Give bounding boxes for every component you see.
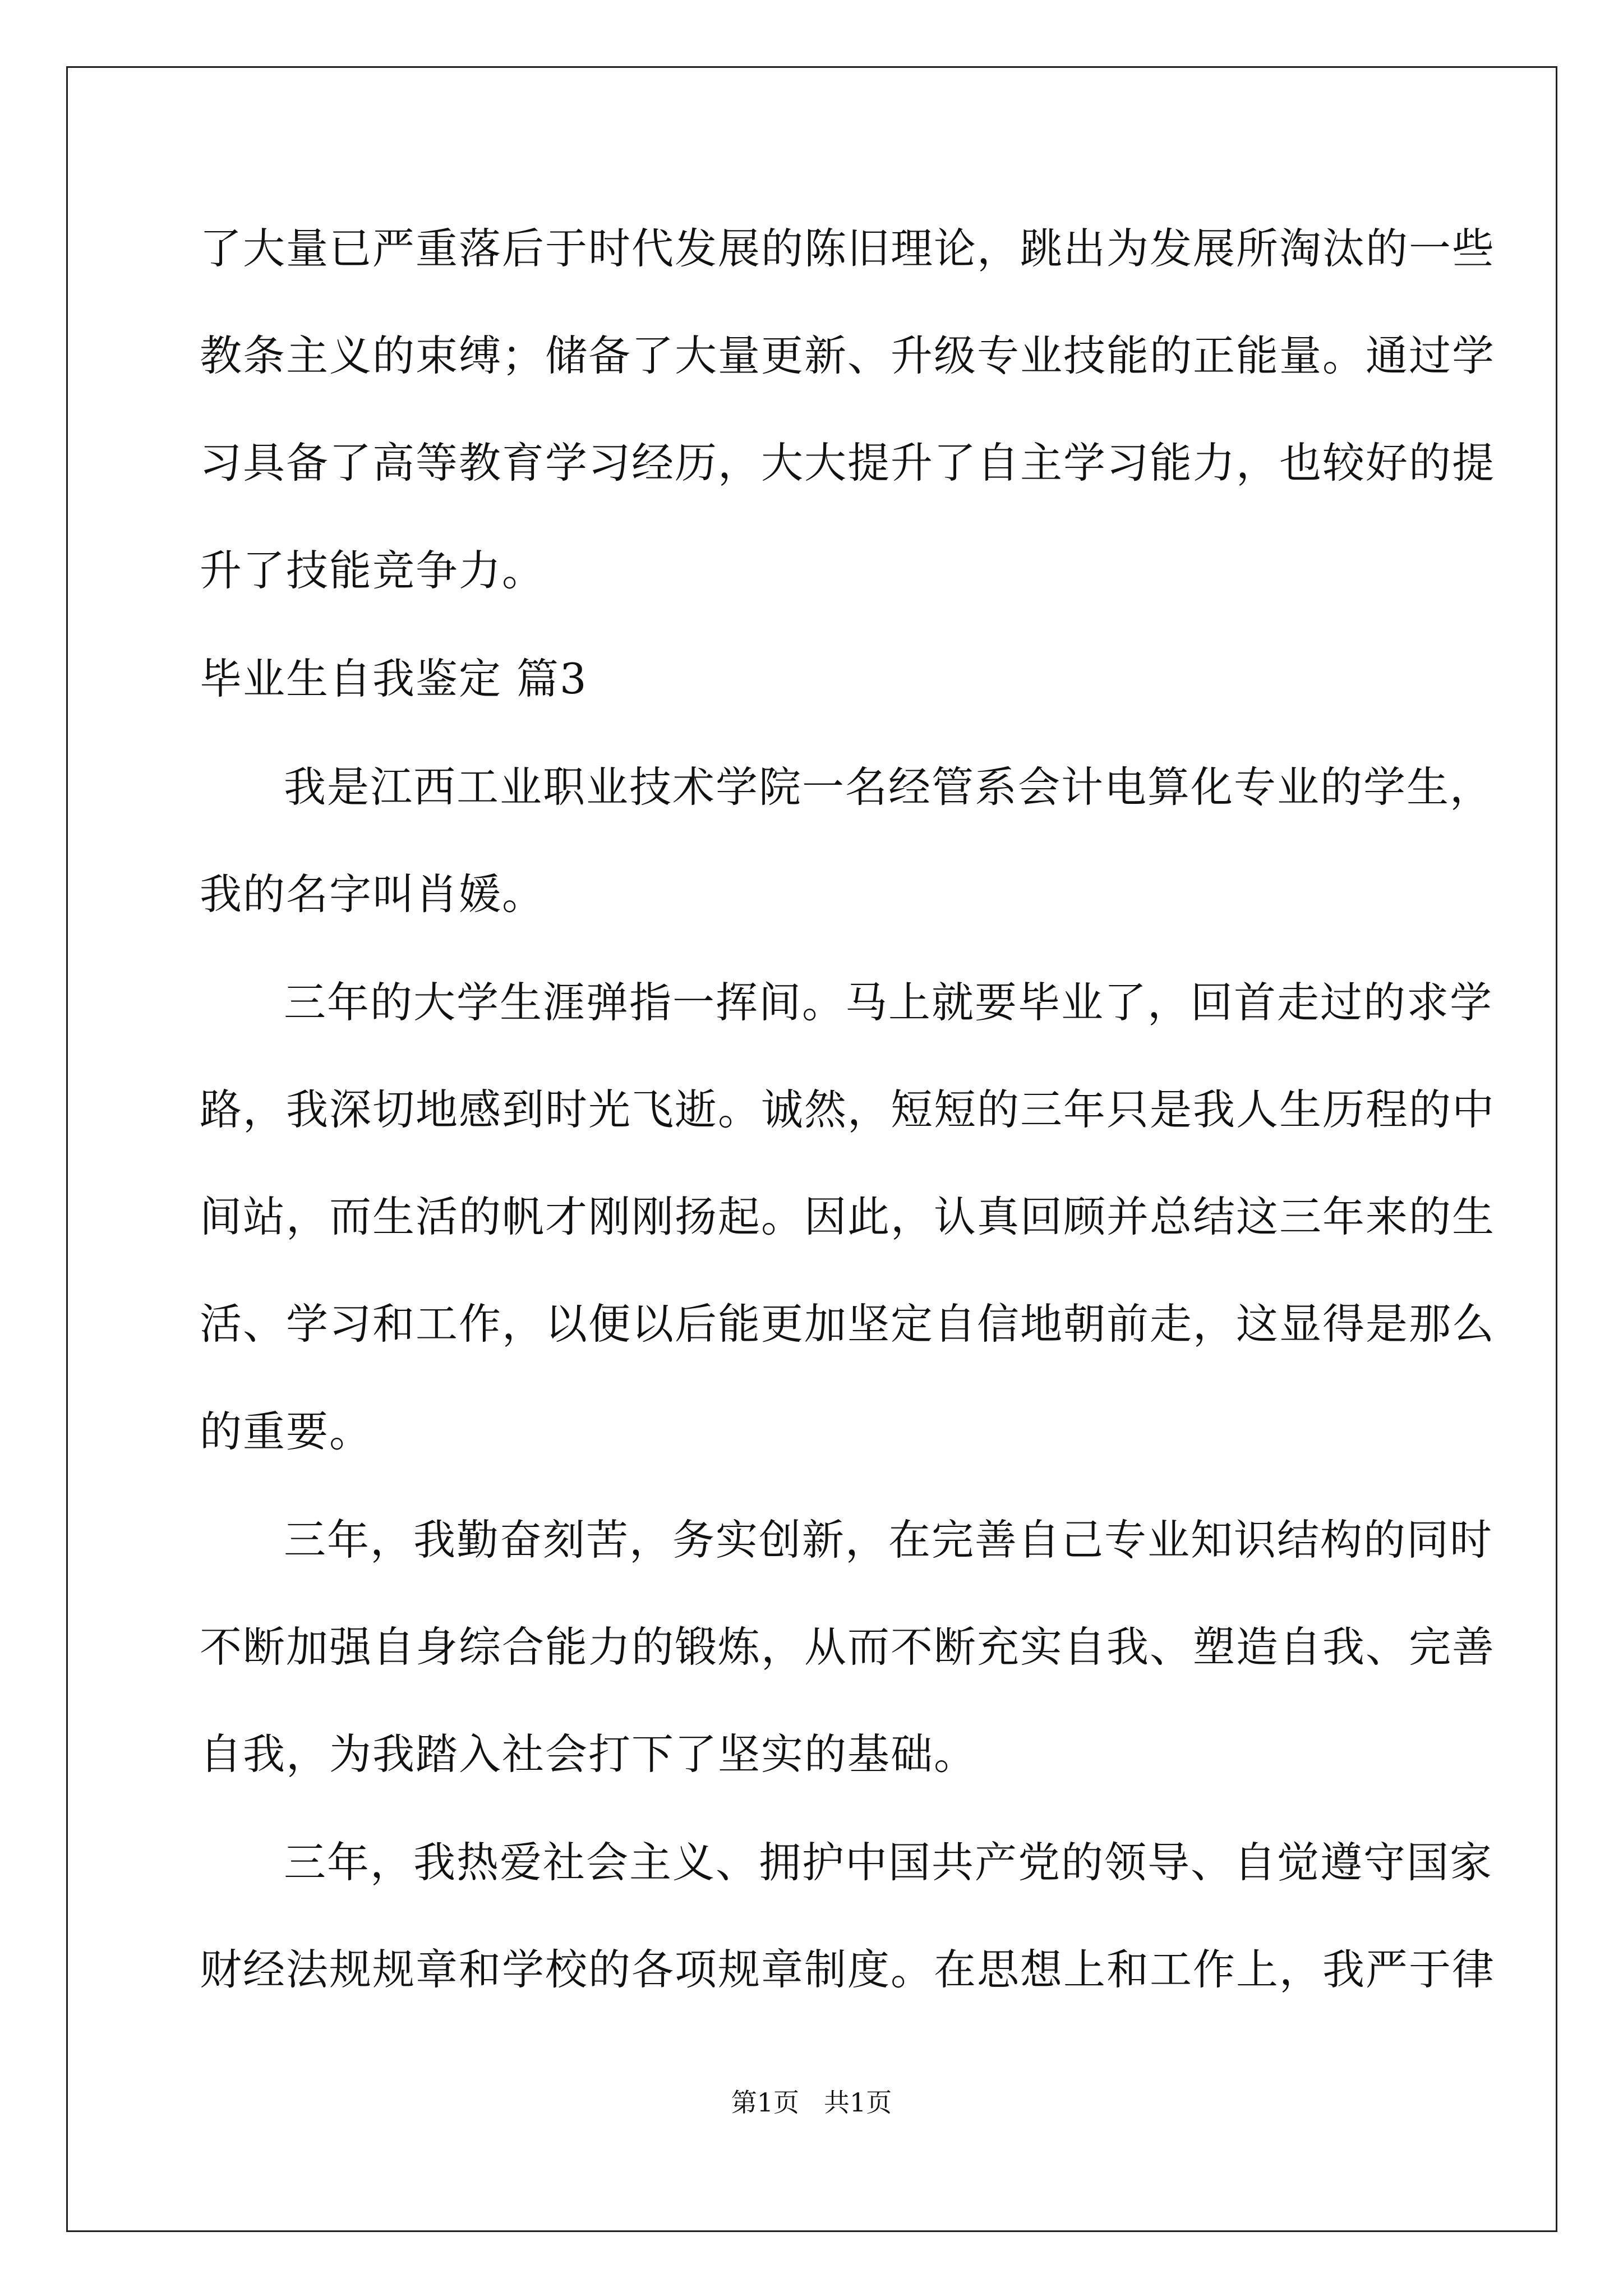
paragraph-line: 三年，我热爱社会主义、拥护中国共产党的领导、自觉遵守国家	[284, 1838, 1493, 1887]
page-footer	[0, 2086, 1623, 2119]
page-number: 第1页	[731, 2087, 800, 2118]
paragraph-line: 教条主义的束缚；储备了大量更新、升级专业技能的正能量。通过学	[200, 331, 1496, 380]
page-total: 共1页	[823, 2087, 892, 2118]
paragraph-line: 财经法规规章和学校的各项规章制度。在思想上和工作上，我严于律	[200, 1945, 1496, 1994]
paragraph-line: 自我，为我踏入社会打下了坚实的基础。	[200, 1729, 978, 1779]
paragraph-line: 我的名字叫肖媛。	[200, 869, 546, 919]
paragraph-line: 了大量已严重落后于时代发展的陈旧理论，跳出为发展所淘汰的一些	[200, 224, 1496, 273]
paragraph-line: 不断加强自身综合能力的锻炼，从而不断充实自我、塑造自我、完善	[200, 1622, 1496, 1672]
paragraph-line: 路，我深切地感到时光飞逝。诚然，短短的三年只是我人生历程的中	[200, 1085, 1496, 1134]
paragraph-line: 三年的大学生涯弹指一挥间。马上就要毕业了，回首走过的求学	[284, 978, 1493, 1027]
paragraph-line: 的重要。	[200, 1407, 373, 1456]
section-heading: 毕业生自我鉴定 篇3	[200, 654, 588, 703]
paragraph-line: 三年，我勤奋刻苦，务实创新，在完善自己专业知识结构的同时	[284, 1515, 1493, 1565]
paragraph-line: 活、学习和工作，以便以后能更加坚定自信地朝前走，这显得是那么	[200, 1299, 1496, 1349]
paragraph-line: 我是江西工业职业技术学院一名经管系会计电算化专业的学生，	[284, 762, 1493, 812]
paragraph-line: 习具备了高等教育学习经历，大大提升了自主学习能力，也较好的提	[200, 438, 1496, 487]
paragraph-line: 升了技能竞争力。	[200, 546, 546, 595]
page-border	[66, 66, 1557, 2232]
paragraph-line: 间站，而生活的帆才刚刚扬起。因此，认真回顾并总结这三年来的生	[200, 1192, 1496, 1241]
